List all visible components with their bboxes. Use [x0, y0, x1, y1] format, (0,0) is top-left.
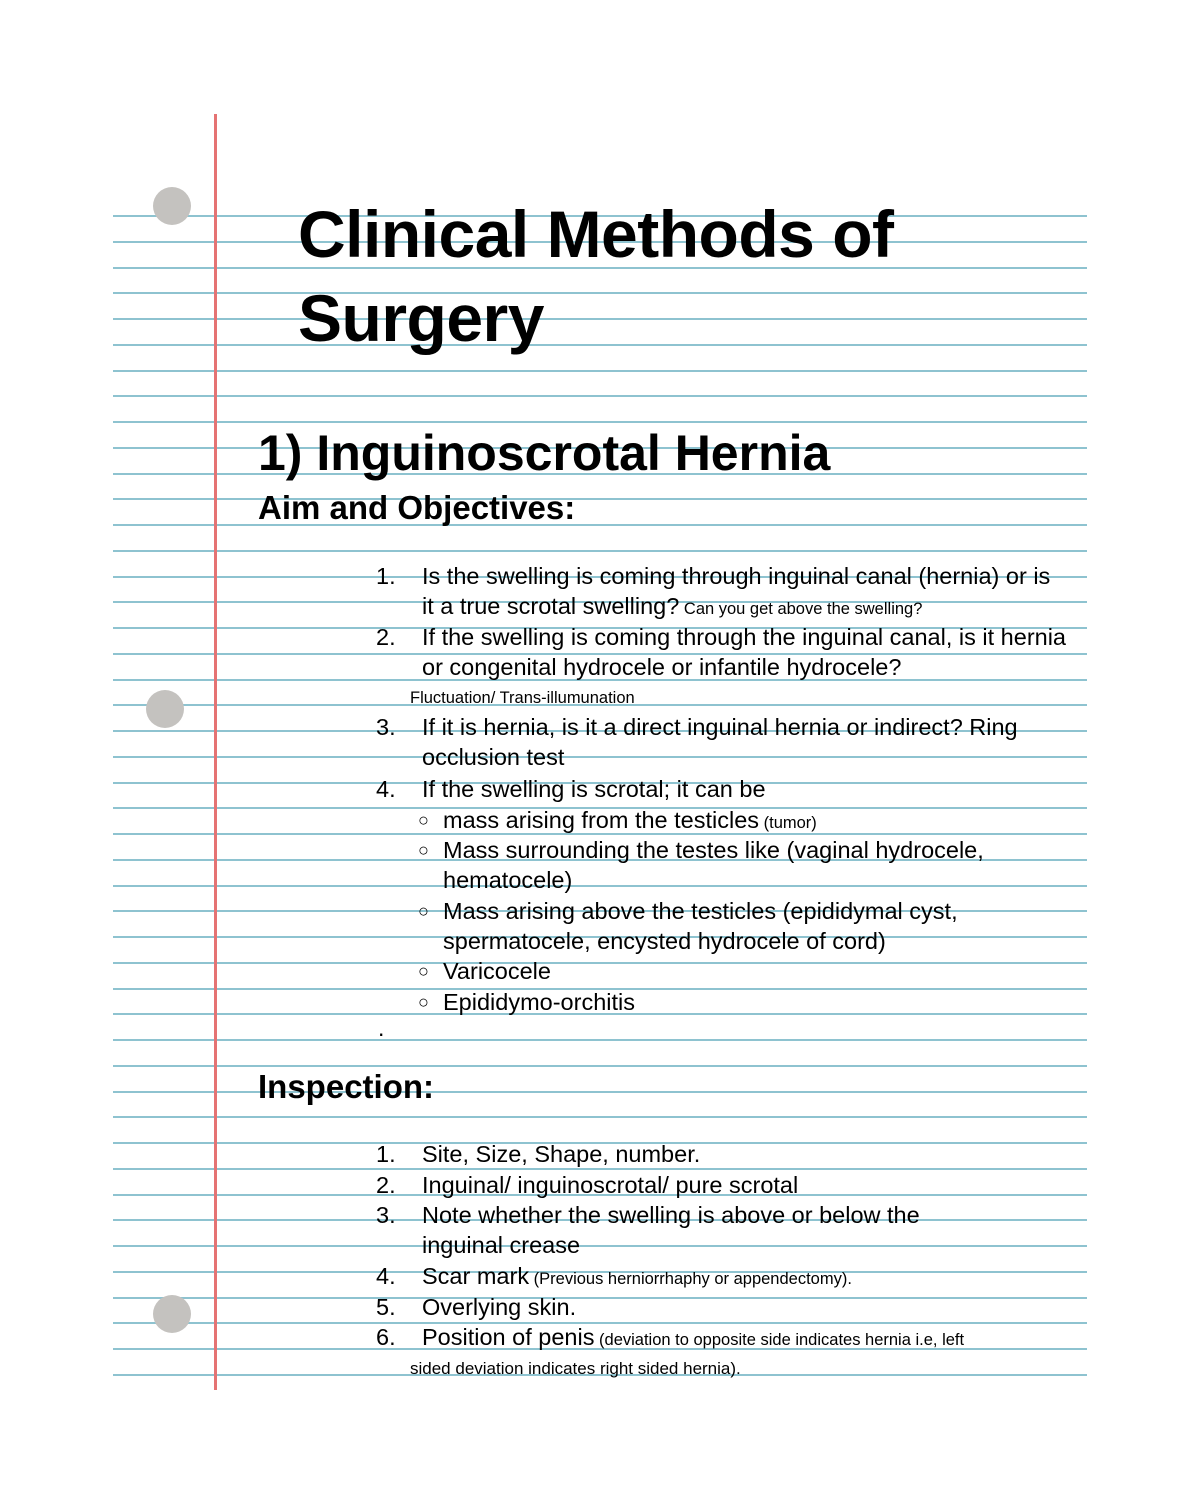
sub-item-2	[418, 835, 1048, 896]
list-number: 5.	[376, 1294, 396, 1320]
aims-item-3	[376, 712, 1066, 773]
inspection-heading: Inspection:	[258, 1068, 435, 1105]
list-text: Position of penis	[422, 1324, 595, 1350]
ruled-line	[113, 395, 1087, 397]
list-text: Mass surrounding the testes like (vaginal hydrocele, hematocele)	[443, 837, 984, 894]
list-text: Site, Size, Shape, number.	[422, 1141, 701, 1167]
ruled-line	[113, 1116, 1087, 1118]
list-text: If it is hernia, is it a direct inguinal hernia or indirect? Ring occlusion test	[422, 714, 1018, 771]
list-text: Epididymo-orchitis	[443, 989, 635, 1015]
sub-item-3	[418, 896, 1048, 957]
inspection-item-5	[376, 1292, 1066, 1322]
list-text: mass arising from the testicles	[443, 807, 760, 833]
list-number: 1.	[376, 1141, 396, 1167]
ruled-line	[113, 550, 1087, 552]
inspection-item-6	[376, 1322, 1076, 1355]
aims-item-1	[376, 561, 1066, 625]
list-text: If the swelling is coming through the inguinal canal, is it hernia or congenital hydrocele or infantile hydrocele?	[422, 624, 1067, 681]
list-text: Inguinal/ inguinoscrotal/ pure scrotal	[422, 1172, 799, 1198]
list-number: 3.	[376, 1202, 396, 1228]
margin-line	[214, 114, 217, 1390]
circle-bullet-icon: ○	[418, 961, 429, 981]
list-text: Is the swelling is coming through inguinal canal (hernia) or is it a true scrotal swelling?	[422, 563, 1051, 620]
ruled-line	[113, 1039, 1087, 1041]
list-text: Varicocele	[443, 958, 551, 984]
list-text: Overlying skin.	[422, 1294, 577, 1320]
ruled-line	[113, 421, 1087, 423]
list-number: 1.	[376, 563, 396, 589]
sub-item-1	[418, 805, 1048, 838]
punch-hole-bottom	[153, 1295, 191, 1333]
trailing-dot: .	[378, 1015, 385, 1041]
list-small-text: Can you get above the swelling?	[679, 600, 923, 619]
inspection-continuation: sided deviation indicates right sided hernia).	[410, 1359, 741, 1378]
circle-bullet-icon: ○	[418, 992, 429, 1012]
list-number: 3.	[376, 714, 396, 740]
list-number: 2.	[376, 624, 396, 650]
sub-item-5	[418, 987, 1048, 1017]
list-number: 2.	[376, 1172, 396, 1198]
list-small-text: (Previous herniorrhaphy or appendectomy).	[529, 1270, 852, 1288]
inspection-item-2	[376, 1170, 1066, 1200]
list-text: Scar mark	[422, 1263, 530, 1289]
list-number: 6.	[376, 1324, 396, 1350]
section-title: 1) Inguinoscrotal Hernia	[258, 425, 831, 481]
punch-hole-middle	[146, 690, 184, 728]
aims-heading: Aim and Objectives:	[258, 489, 576, 526]
circle-bullet-icon: ○	[418, 810, 429, 830]
circle-bullet-icon: ○	[418, 840, 429, 860]
circle-bullet-icon: ○	[418, 901, 429, 921]
list-small-text: (deviation to opposite side indicates hernia i.e, left	[594, 1331, 965, 1349]
document-title: Clinical Methods of Surgery	[298, 197, 894, 355]
aims-item-2	[376, 622, 1066, 683]
inspection-item-3	[376, 1200, 1066, 1261]
list-text: Note whether the swelling is above or below the inguinal crease	[422, 1202, 920, 1259]
list-text: Mass arising above the testicles (epididymal cyst, spermatocele, encysted hydrocele of cord)	[443, 898, 958, 955]
list-number: 4.	[376, 776, 396, 802]
inspection-item-1	[376, 1139, 1066, 1169]
inspection-item-4	[376, 1261, 1066, 1294]
aims-item-4	[376, 774, 1066, 804]
list-text: If the swelling is scrotal; it can be	[422, 776, 766, 802]
list-small-text: (tumor)	[759, 814, 817, 832]
sub-item-4	[418, 956, 1048, 986]
punch-hole-top	[153, 187, 191, 225]
aims-note: Fluctuation/ Trans-illumunation	[410, 689, 635, 707]
ruled-line	[113, 370, 1087, 372]
list-number: 4.	[376, 1263, 396, 1289]
